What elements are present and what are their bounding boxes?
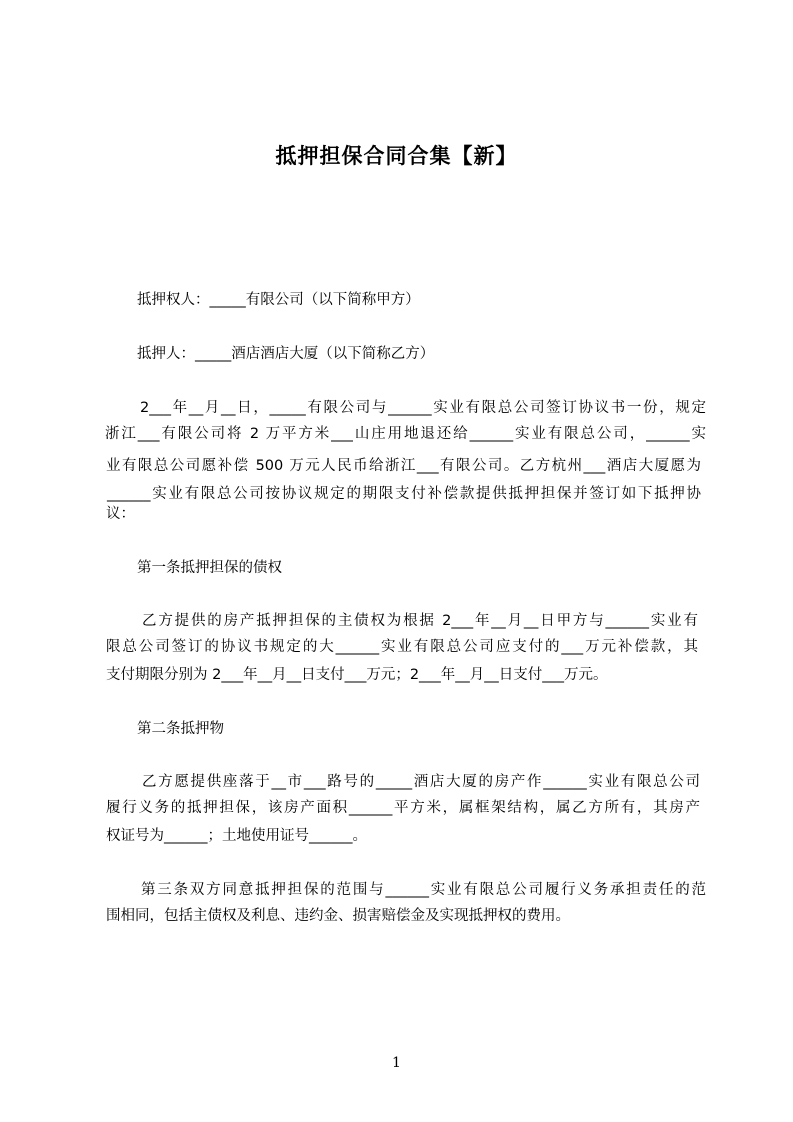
intro-line-1: 2___年__月__日，_____有限公司与______实业有限总公司签订协议书一份，规定	[140, 400, 706, 416]
intro-line-4: ______实业有限总公司按协议规定的期限支付补偿款提供抵押担保并签订如下抵押协	[107, 486, 701, 502]
article-3-line-2: 围相同，包括主债权及利息、违约金、损害赔偿金及实现抵押权的费用。	[106, 908, 570, 924]
article-1-line-2: 限总公司签订的协议书规定的大______实业有限总公司应支付的___万元补偿款，其	[106, 639, 698, 655]
intro-line-3: 业有限总公司愿补偿 500 万元人民币给浙江___有限公司。乙方杭州___酒店大厦愿为	[106, 458, 701, 474]
article-1-heading: 第一条抵押担保的债权	[137, 560, 282, 576]
article-2-line-2: 履行义务的抵押担保，该房产面积______平方米，属框架结构，属乙方所有，其房产	[106, 800, 700, 816]
mortgagor-line: 抵押人：_____酒店酒店大厦（以下简称乙方）	[137, 346, 435, 362]
article-1-line-1: 乙方提供的房产抵押担保的主债权为根据 2___年__月__日甲方与______实业有	[142, 613, 698, 629]
page-number: 1	[392, 1055, 401, 1071]
article-1-line-3: 支付期限分别为 2___年__月__日支付___万元；2___年__月__日支付___万元。	[106, 667, 608, 683]
article-2-line-3: 权证号为______；土地使用证号______。	[106, 828, 367, 844]
mortgagee-line: 抵押权人：_____有限公司（以下简称甲方）	[137, 292, 420, 308]
intro-line-2: 浙江___有限公司将 2 万平方米___山庄用地退还给______实业有限总公司，______实	[105, 426, 706, 442]
document-title: 抵押担保合同合集【新】	[275, 144, 518, 168]
article-3-line-1: 第三条双方同意抵押担保的范围与______实业有限总公司履行义务承担责任的范	[141, 882, 706, 898]
article-2-heading: 第二条抵押物	[137, 721, 224, 737]
intro-line-5: 议：	[106, 506, 135, 522]
article-2-line-1: 乙方愿提供座落于__市___路号的_____酒店大厦的房产作______实业有限总公司	[142, 774, 700, 790]
